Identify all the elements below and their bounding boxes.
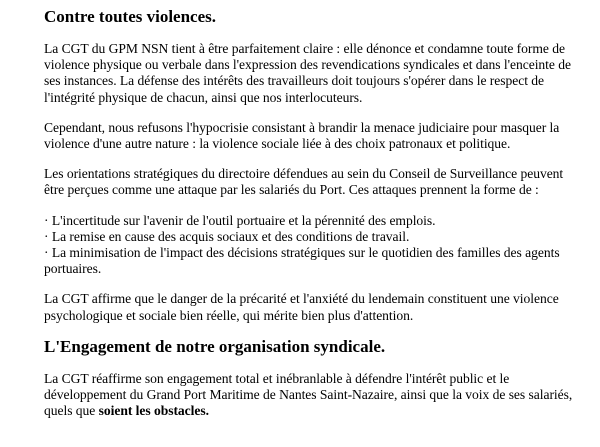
section-heading-violences: Contre toutes violences. (44, 7, 217, 26)
engagement-text: La CGT réaffirme son engagement total et inébranlable à défendre l'intérêt public et le développement du Grand Port Maritime de Nantes Saint-Nazaire, ainsi que la voix de ses salariés, quels que (44, 370, 573, 419)
paragraph-engagement (44, 371, 586, 420)
paragraph-strategic-orientations: Les orientations stratégiques du directoire défendues au sein du Conseil de Surveillance peuvent être perçues comme une attaque par les salariés du Port. Ces attaques prennent la forme de : (44, 166, 564, 198)
paragraph-precarity: La CGT affirme que le danger de la précarité et l'anxiété du lendemain constituent une violence psychologique et sociale bien réelle, qui mérite bien plus d'attention. (44, 291, 559, 323)
list-attacks (44, 213, 586, 278)
section-heading-engagement: L'Engagement de notre organisation syndicale. (44, 336, 386, 356)
engagement-bold-text: soient les obstacles. (98, 403, 209, 419)
list-item: · La minimisation de l'impact des décisions stratégiques sur le quotidien des familles des agents portuaires. (44, 245, 560, 277)
paragraph-hypocrisy: Cependant, nous refusons l'hypocrisie consistant à brandir la menace judiciaire pour masquer la violence d'une autre nature : la violence sociale liée à des choix patronaux et politique. (44, 119, 560, 152)
list-item: · L'incertitude sur l'avenir de l'outil portuaire et la pérennité des emplois. (44, 212, 436, 228)
list-item: · La remise en cause des acquis sociaux et des conditions de travail. (44, 228, 410, 244)
paragraph-condemnation: La CGT du GPM NSN tient à être parfaitement claire : elle dénonce et condamne toute forme de violence physique ou verbale dans l'expression des revendications syndicales et dans l'enceinte de ses instances. La défense des intérêts des travailleurs doit toujours s'opérer dans le respect de l'intégrité physique de chacun, ainsi que nos interlocuteurs. (44, 41, 571, 105)
